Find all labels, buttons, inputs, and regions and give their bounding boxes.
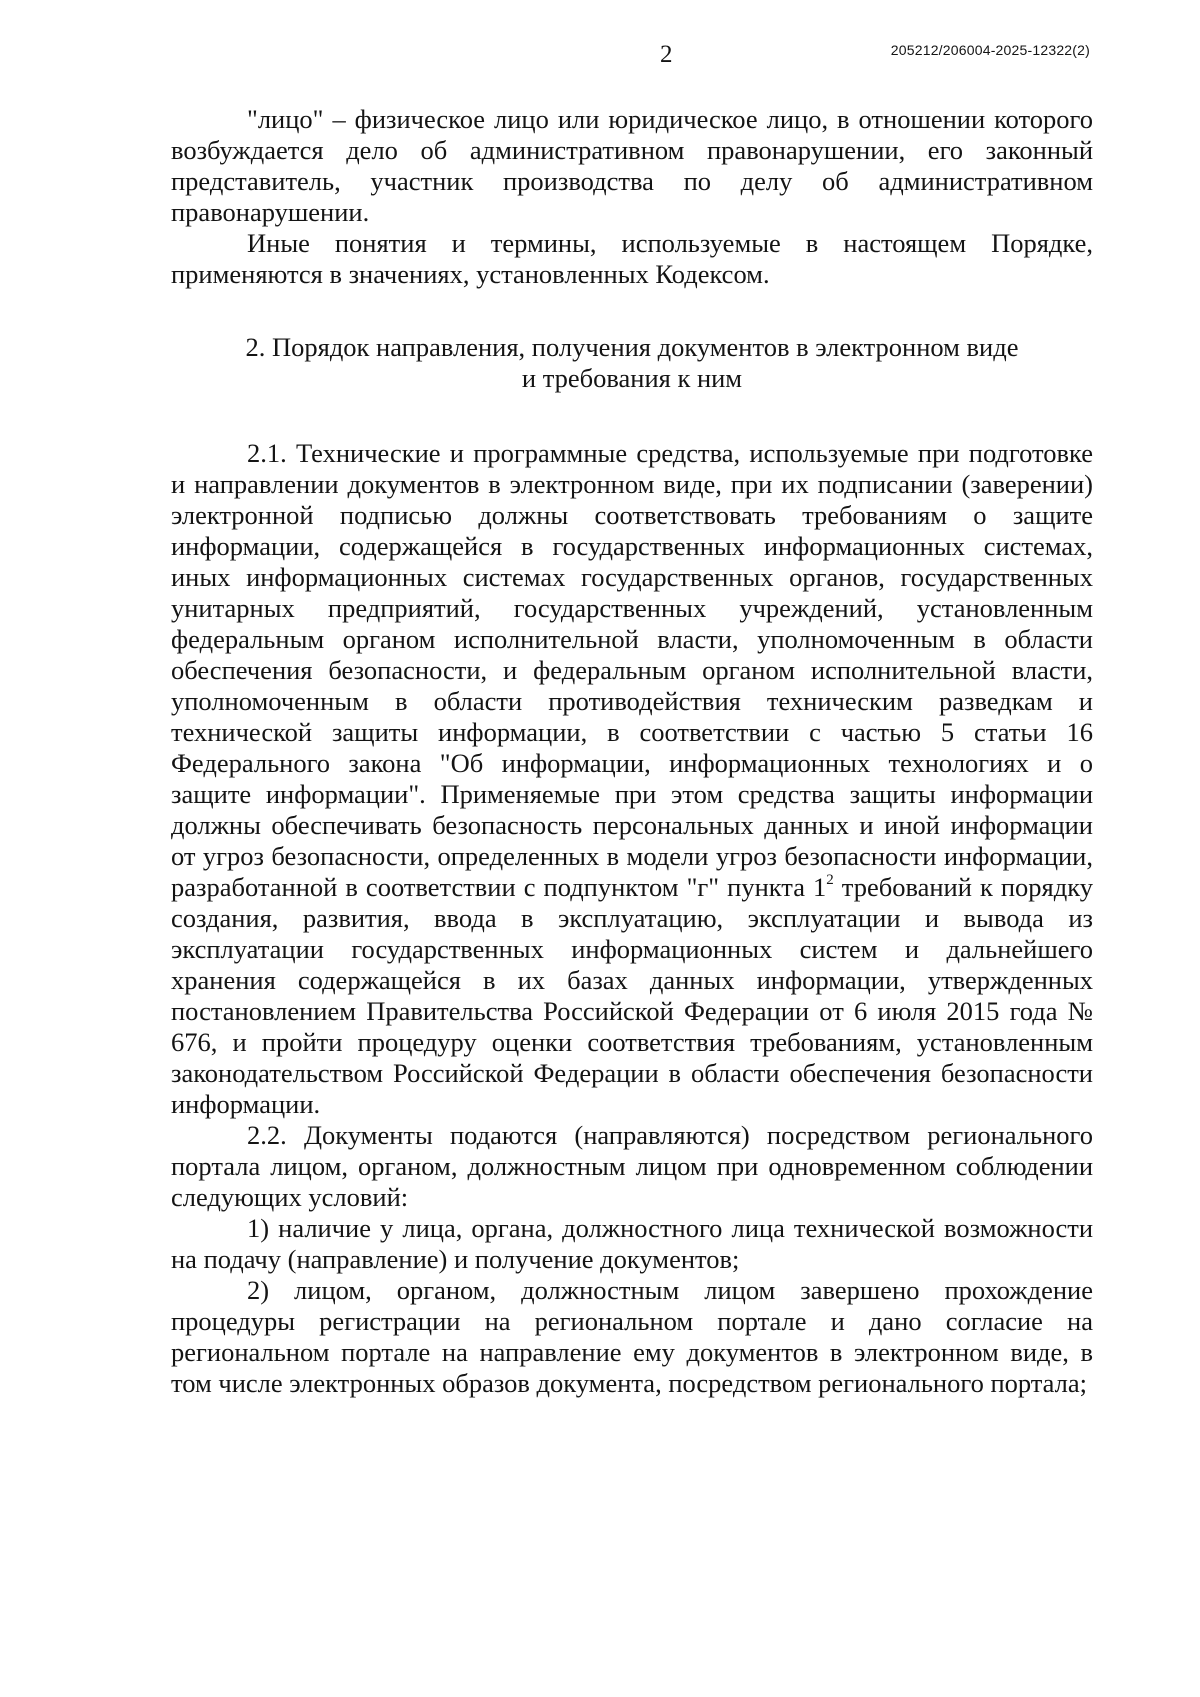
condition-2: 2) лицом, органом, должностным лицом завершено прохождение процедуры регистрации на региональном портале и дано согласие на региональном портале на направление ему документов в электронном виде, в том числе электронных образов документа, посредством регионального портала; [171,1275,1093,1398]
definition-paragraph: "лицо" – физическое лицо или юридическое лицо, в отношении которого возбуждается дело об административном правонарушении, его законный представитель, участник производства по делу об административном правонарушении. [171,104,1093,227]
section-heading [171,332,1093,394]
clause-2-1 [171,438,1093,1120]
superscript-footnote: 2 [826,872,834,888]
section-heading-line-1: 2. Порядок направления, получения документов в электронном виде [245,332,1019,362]
terms-paragraph: Иные понятия и термины, используемые в настоящем Порядке, применяются в значениях, установленных Кодексом. [171,228,1093,289]
clause-2-1-text-part-1: 2.1. Технические и программные средства, используемые при подготовке и направлении документов в электронном виде, при их подписании (заверении) электронной подписью должны соответствовать требованиям о защите информации, содержащейся в государственных информационных системах, иных информационных системах государственных органов, государственных унитарных предприятий, государственных учреждений, установленным федеральным органом исполнительной власти, уполномоченным в области обеспечения безопасности, и федеральным органом исполнительной власти, уполномоченным в области противодействия техническим разведкам и технической защиты информации, в соответствии с частью 5 статьи 16 Федерального закона "Об информации, информационных технологиях и о защите информации". Применяемые при этом средства защиты информации должны обеспечивать безопасность персональных данных и иной информации от угроз безопасности, определенных в модели угроз безопасности информации, разработанной в соответствии с подпунктом "г" пункта 1 [171,438,1093,902]
page-number: 2 [660,41,673,68]
section-heading-line-2: и требования к ним [521,363,743,393]
document-reference-number: 205212/206004-2025-12322(2) [890,42,1090,58]
clause-2-2: 2.2. Документы подаются (направляются) посредством регионального портала лицом, органом, должностным лицом при одновременном соблюдении следующих условий: [171,1120,1093,1212]
condition-1: 1) наличие у лица, органа, должностного лица технической возможности на подачу (направление) и получение документов; [171,1213,1093,1274]
page-header [0,38,1200,68]
clause-2-1-text-part-2: требований к порядку создания, развития, ввода в эксплуатацию, эксплуатации и вывода из эксплуатации государственных информационных систем и дальнейшего хранения содержащейся в их базах данных информации, утвержденных постановлением Правительства Российской Федерации от 6 июля 2015 года № 676, и пройти процедуру оценки соответствия требованиям, установленным законодательством Российской Федерации в области обеспечения безопасности информации. [171,872,1093,1119]
document-body [171,104,1093,1399]
